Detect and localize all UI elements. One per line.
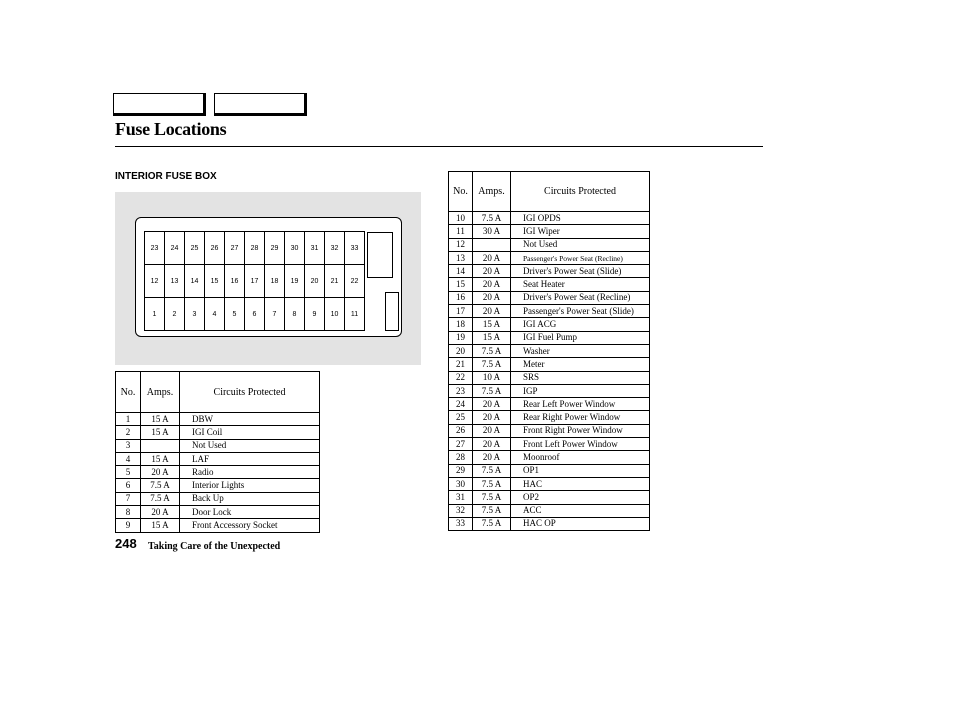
table-row xyxy=(449,504,650,517)
fuse-slot: 14 xyxy=(185,265,205,298)
fuse-amps: 7.5 A xyxy=(473,504,511,517)
table-row xyxy=(116,452,320,465)
fuse-number: 4 xyxy=(116,452,141,465)
fuse-amps: 20 A xyxy=(473,251,511,264)
fuse-amps: 20 A xyxy=(473,305,511,318)
fuse-slot: 7 xyxy=(265,298,285,331)
fuse-circuit: IGI ACG xyxy=(511,318,650,331)
fuse-amps: 7.5 A xyxy=(473,212,511,225)
fuse-slot: 27 xyxy=(225,232,245,265)
page-title: Fuse Locations xyxy=(115,119,227,139)
table-row xyxy=(449,411,650,424)
fuse-slot: 5 xyxy=(225,298,245,331)
fuse-circuit: Passenger's Power Seat (Slide) xyxy=(511,305,650,318)
fuse-amps: 15 A xyxy=(141,519,180,532)
table-row xyxy=(116,413,320,426)
fuse-amps: 20 A xyxy=(473,451,511,464)
fuse-circuit: IGI Coil xyxy=(180,426,320,439)
fuse-number: 23 xyxy=(449,384,473,397)
fuse-slot: 15 xyxy=(205,265,225,298)
table-row xyxy=(116,506,320,519)
table-row xyxy=(449,464,650,477)
table-row xyxy=(449,477,650,490)
fuse-number: 19 xyxy=(449,331,473,344)
fuse-slot: 3 xyxy=(185,298,205,331)
fuse-slot: 12 xyxy=(145,265,165,298)
fuse-box-diagram xyxy=(115,192,421,365)
fuse-grid xyxy=(144,231,365,331)
table-row xyxy=(116,479,320,492)
fuse-number: 6 xyxy=(116,479,141,492)
table-row xyxy=(449,318,650,331)
fuse-amps: 7.5 A xyxy=(473,384,511,397)
table-row xyxy=(449,212,650,225)
table-row xyxy=(449,371,650,384)
header-amps: Amps. xyxy=(473,172,511,212)
fuse-number: 3 xyxy=(116,439,141,452)
table-row xyxy=(449,278,650,291)
fuse-circuit: IGP xyxy=(511,384,650,397)
header-circuits: Circuits Protected xyxy=(180,372,320,413)
nav-tab-right[interactable] xyxy=(214,93,307,116)
table-row xyxy=(449,238,650,251)
fuse-amps: 15 A xyxy=(141,452,180,465)
fuse-circuit: Passenger's Power Seat (Recline) xyxy=(511,251,650,264)
relay-slot-small xyxy=(385,292,399,331)
fuse-slot: 13 xyxy=(165,265,185,298)
fuse-amps: 7.5 A xyxy=(141,492,180,505)
fuse-circuit: IGI OPDS xyxy=(511,212,650,225)
fuse-number: 26 xyxy=(449,424,473,437)
fuse-amps: 20 A xyxy=(473,265,511,278)
fuse-amps: 7.5 A xyxy=(473,344,511,357)
fuse-slot: 29 xyxy=(265,232,285,265)
fuse-amps xyxy=(141,439,180,452)
table-row xyxy=(449,438,650,451)
table-row xyxy=(449,251,650,264)
fuse-circuit: OP1 xyxy=(511,464,650,477)
fuse-slot: 21 xyxy=(325,265,345,298)
fuse-slot: 1 xyxy=(145,298,165,331)
fuse-circuit: Rear Right Power Window xyxy=(511,411,650,424)
header-no: No. xyxy=(116,372,141,413)
fuse-amps: 15 A xyxy=(473,331,511,344)
fuse-amps: 7.5 A xyxy=(473,491,511,504)
fuse-circuit: Driver's Power Seat (Recline) xyxy=(511,291,650,304)
fuse-number: 32 xyxy=(449,504,473,517)
table-row xyxy=(116,466,320,479)
fuse-amps: 20 A xyxy=(473,424,511,437)
fuse-slot: 25 xyxy=(185,232,205,265)
fuse-number: 21 xyxy=(449,358,473,371)
fuse-circuit: SRS xyxy=(511,371,650,384)
fuse-amps: 15 A xyxy=(141,426,180,439)
fuse-circuit: Rear Left Power Window xyxy=(511,398,650,411)
fuse-number: 24 xyxy=(449,398,473,411)
table-row xyxy=(116,492,320,505)
fuse-amps: 20 A xyxy=(473,398,511,411)
fuse-number: 10 xyxy=(449,212,473,225)
fuse-circuit: Driver's Power Seat (Slide) xyxy=(511,265,650,278)
fuse-circuit: Back Up xyxy=(180,492,320,505)
fuse-number: 2 xyxy=(116,426,141,439)
fuse-number: 7 xyxy=(116,492,141,505)
table-row xyxy=(449,491,650,504)
fuse-slot: 33 xyxy=(345,232,365,265)
fuse-number: 14 xyxy=(449,265,473,278)
table-row xyxy=(449,517,650,530)
table-row xyxy=(449,398,650,411)
footer-section-title: Taking Care of the Unexpected xyxy=(148,541,281,552)
fuse-number: 29 xyxy=(449,464,473,477)
fuse-amps: 10 A xyxy=(473,371,511,384)
fuse-number: 8 xyxy=(116,506,141,519)
fuse-circuit: DBW xyxy=(180,413,320,426)
page-number: 248 xyxy=(115,536,137,551)
fuse-circuit: ACC xyxy=(511,504,650,517)
table-row xyxy=(449,305,650,318)
fuse-slot: 20 xyxy=(305,265,325,298)
fuse-amps: 7.5 A xyxy=(473,464,511,477)
fuse-circuit: Not Used xyxy=(180,439,320,452)
fuse-circuit: Interior Lights xyxy=(180,479,320,492)
table-row xyxy=(449,451,650,464)
fuse-number: 13 xyxy=(449,251,473,264)
fuse-amps: 20 A xyxy=(473,291,511,304)
fuse-circuit: IGI Wiper xyxy=(511,225,650,238)
fuse-number: 30 xyxy=(449,477,473,490)
fuse-slot: 31 xyxy=(305,232,325,265)
header-no: No. xyxy=(449,172,473,212)
fuse-circuit: Front Left Power Window xyxy=(511,438,650,451)
fuse-slot: 24 xyxy=(165,232,185,265)
table-row xyxy=(449,424,650,437)
fuse-number: 22 xyxy=(449,371,473,384)
fuse-amps: 15 A xyxy=(141,413,180,426)
table-row xyxy=(116,426,320,439)
fuse-circuit: OP2 xyxy=(511,491,650,504)
fuse-circuit: LAF xyxy=(180,452,320,465)
fuse-number: 31 xyxy=(449,491,473,504)
section-heading: INTERIOR FUSE BOX xyxy=(115,171,217,182)
fuse-number: 15 xyxy=(449,278,473,291)
fuse-amps: 20 A xyxy=(141,466,180,479)
fuse-slot: 16 xyxy=(225,265,245,298)
title-divider xyxy=(115,146,763,147)
fuse-slot: 23 xyxy=(145,232,165,265)
fuse-number: 28 xyxy=(449,451,473,464)
fuse-amps: 7.5 A xyxy=(473,517,511,530)
fuse-number: 11 xyxy=(449,225,473,238)
table-row xyxy=(449,331,650,344)
fuse-slot: 9 xyxy=(305,298,325,331)
fuse-number: 17 xyxy=(449,305,473,318)
fuse-number: 18 xyxy=(449,318,473,331)
fuse-slot: 4 xyxy=(205,298,225,331)
table-row xyxy=(116,519,320,532)
fuse-slot: 17 xyxy=(245,265,265,298)
relay-slot-large xyxy=(367,232,393,278)
fuse-circuit: Moonroof xyxy=(511,451,650,464)
fuse-amps xyxy=(473,238,511,251)
table-row xyxy=(449,225,650,238)
fuse-amps: 15 A xyxy=(473,318,511,331)
table-row xyxy=(449,291,650,304)
fuse-circuit: Radio xyxy=(180,466,320,479)
table-row xyxy=(449,344,650,357)
fuse-slot: 2 xyxy=(165,298,185,331)
fuse-slot: 8 xyxy=(285,298,305,331)
fuse-slot: 11 xyxy=(345,298,365,331)
fuse-amps: 20 A xyxy=(473,278,511,291)
fuse-circuit: Front Right Power Window xyxy=(511,424,650,437)
fuse-circuit: HAC OP xyxy=(511,517,650,530)
fuse-amps: 20 A xyxy=(473,438,511,451)
fuse-slot: 6 xyxy=(245,298,265,331)
fuse-circuit: Door Lock xyxy=(180,506,320,519)
fuse-slot: 32 xyxy=(325,232,345,265)
header-amps: Amps. xyxy=(141,372,180,413)
fuse-slot: 10 xyxy=(325,298,345,331)
fuse-circuit: Not Used xyxy=(511,238,650,251)
fuse-slot: 26 xyxy=(205,232,225,265)
fuse-amps: 30 A xyxy=(473,225,511,238)
table-row xyxy=(449,358,650,371)
fuse-number: 16 xyxy=(449,291,473,304)
fuse-circuit: IGI Fuel Pump xyxy=(511,331,650,344)
fuse-number: 12 xyxy=(449,238,473,251)
fuse-number: 1 xyxy=(116,413,141,426)
fuse-circuit: HAC xyxy=(511,477,650,490)
fuse-amps: 7.5 A xyxy=(473,477,511,490)
fuse-number: 9 xyxy=(116,519,141,532)
fuse-circuit: Seat Heater xyxy=(511,278,650,291)
fuse-circuit: Washer xyxy=(511,344,650,357)
fuse-circuit: Meter xyxy=(511,358,650,371)
fuse-amps: 20 A xyxy=(473,411,511,424)
table-row xyxy=(449,384,650,397)
table-row xyxy=(116,439,320,452)
fuse-circuit: Front Accessory Socket xyxy=(180,519,320,532)
table-row xyxy=(449,265,650,278)
fuse-slot: 30 xyxy=(285,232,305,265)
fuse-table-right xyxy=(448,171,650,531)
fuse-number: 5 xyxy=(116,466,141,479)
fuse-slot: 19 xyxy=(285,265,305,298)
fuse-amps: 7.5 A xyxy=(473,358,511,371)
header-circuits: Circuits Protected xyxy=(511,172,650,212)
nav-tab-left[interactable] xyxy=(113,93,206,116)
fuse-slot: 18 xyxy=(265,265,285,298)
fuse-table-left xyxy=(115,371,320,533)
fuse-slot: 22 xyxy=(345,265,365,298)
fuse-number: 20 xyxy=(449,344,473,357)
fuse-box-outline xyxy=(135,217,402,337)
fuse-amps: 7.5 A xyxy=(141,479,180,492)
fuse-slot: 28 xyxy=(245,232,265,265)
fuse-number: 25 xyxy=(449,411,473,424)
fuse-number: 33 xyxy=(449,517,473,530)
fuse-number: 27 xyxy=(449,438,473,451)
fuse-amps: 20 A xyxy=(141,506,180,519)
